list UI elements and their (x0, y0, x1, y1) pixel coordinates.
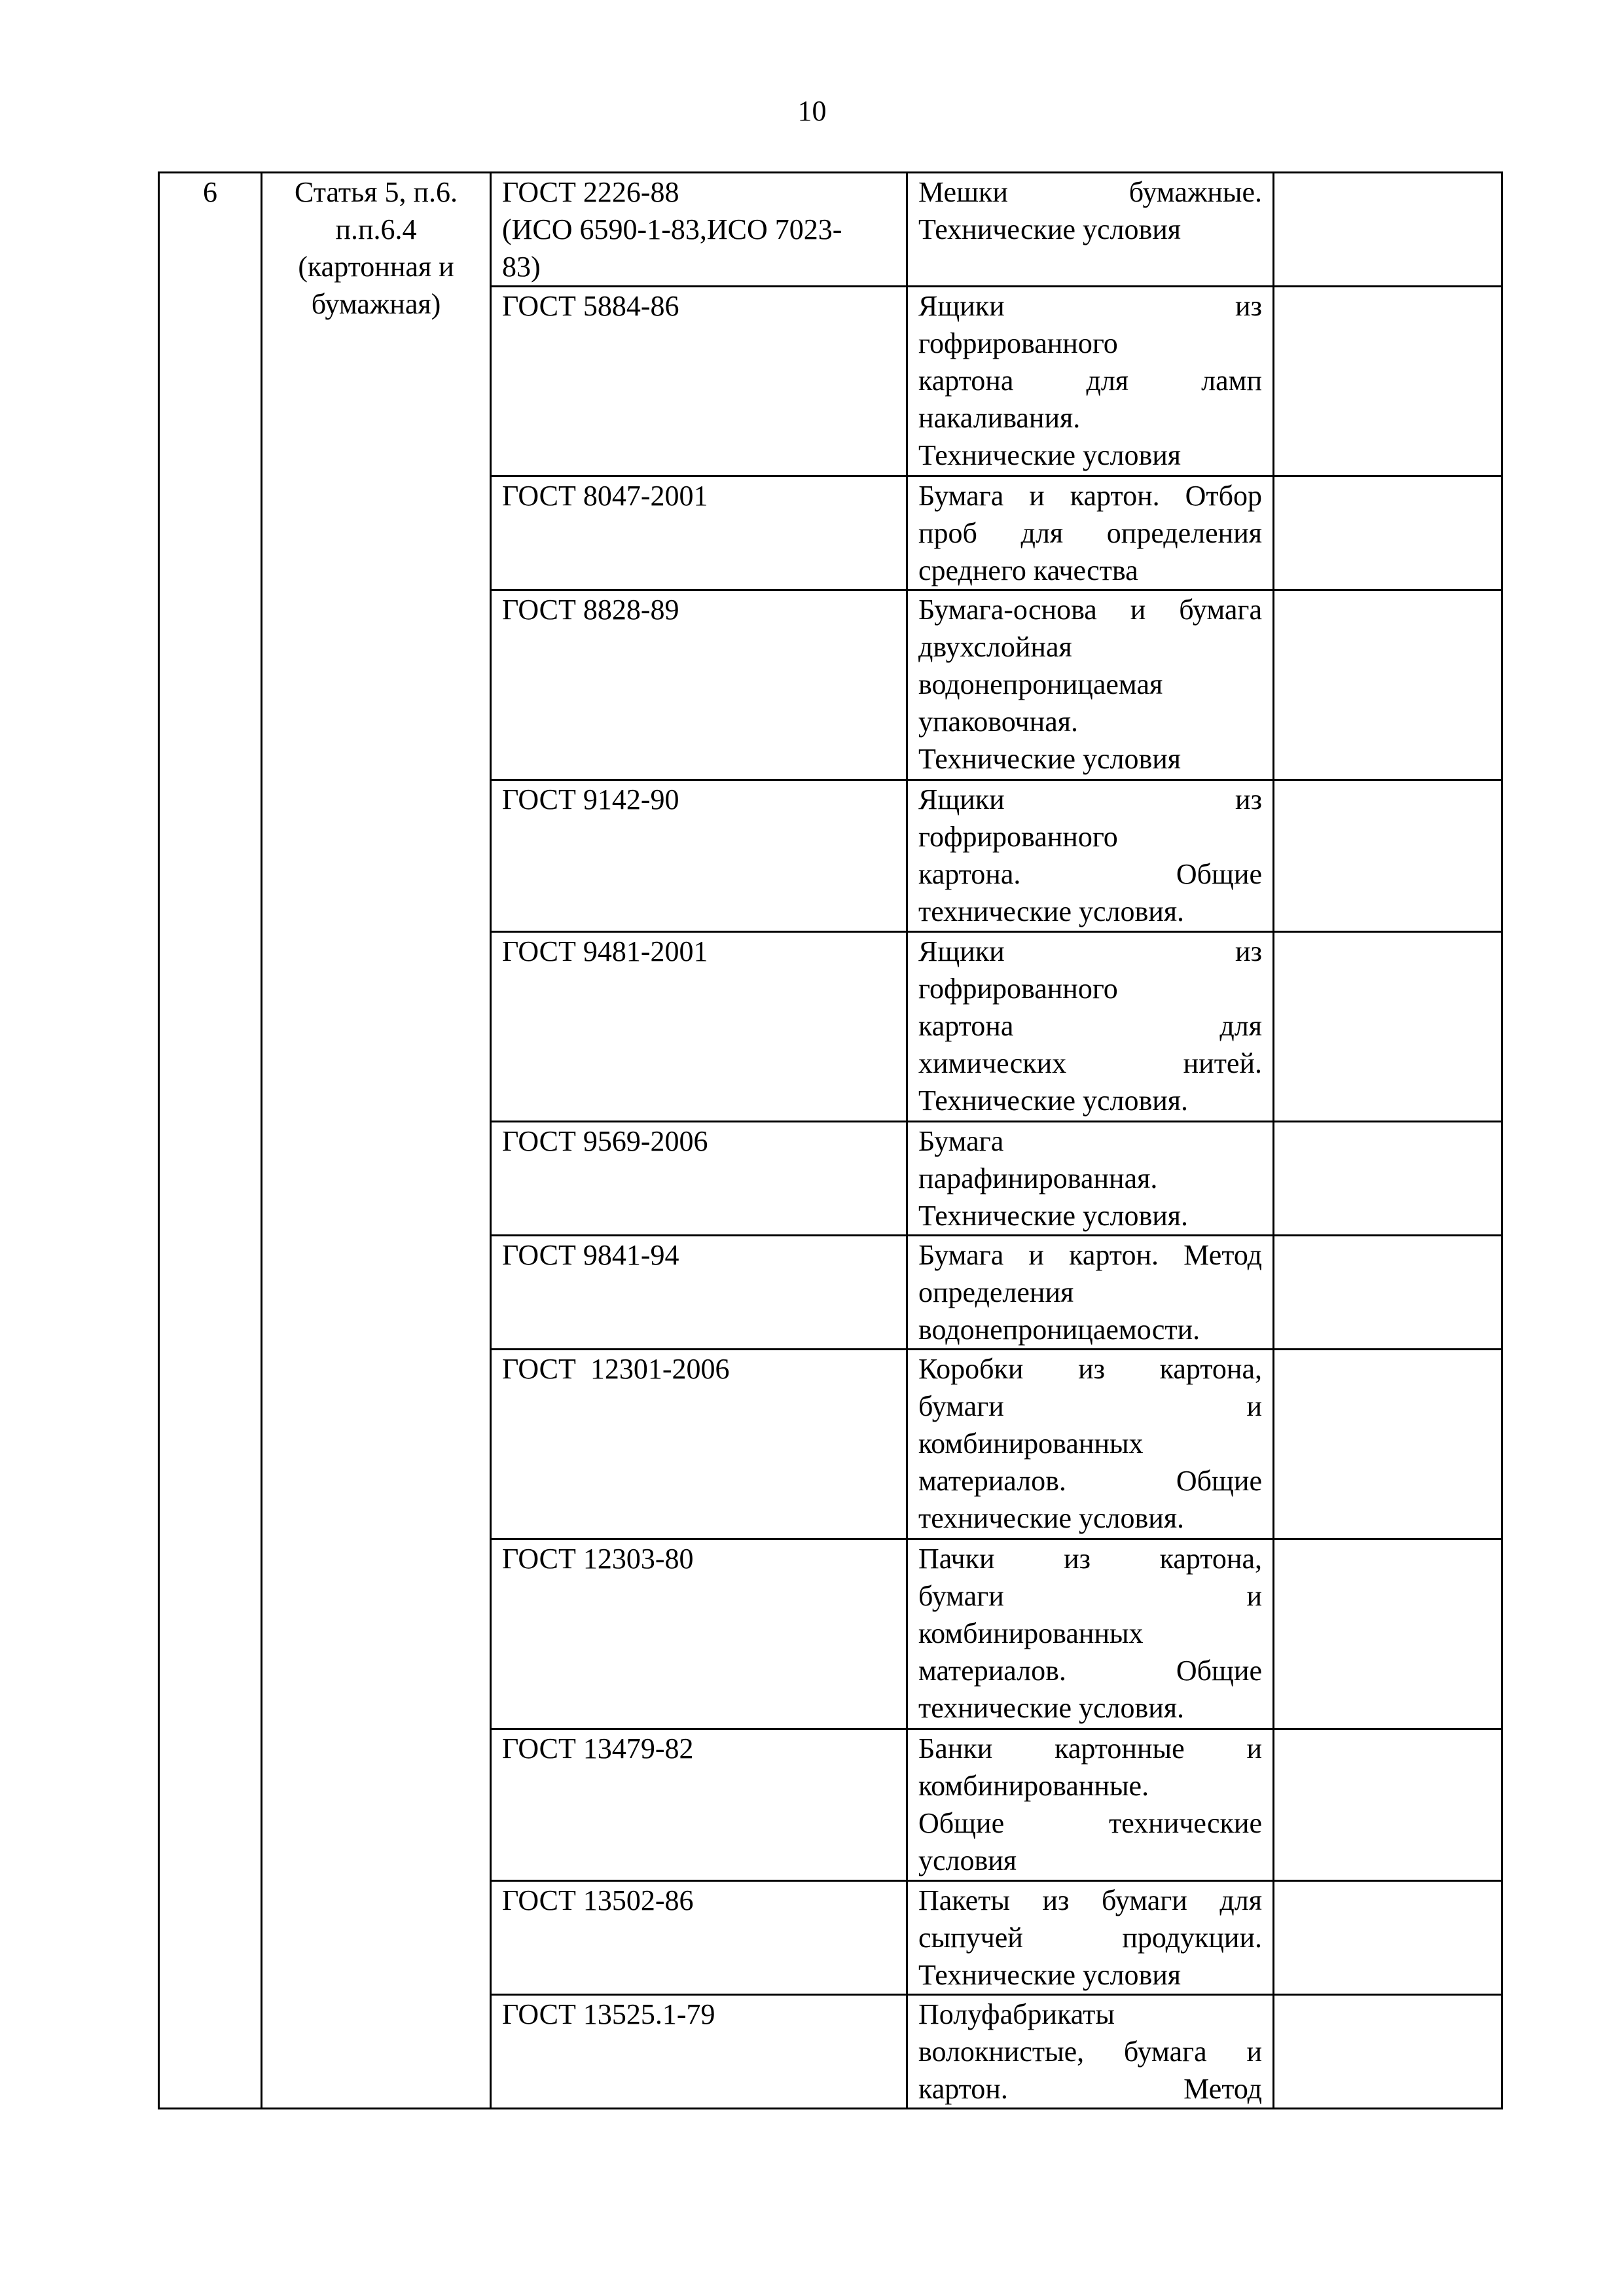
standard-title-line: картона. Общие (918, 858, 1262, 890)
standard-title-line: Бумага (918, 1125, 1004, 1157)
standard-title-line: Технические условия. (918, 1085, 1189, 1117)
standard-title-cell (907, 1236, 1274, 1350)
standard-title-line: гофрированного (918, 327, 1118, 359)
gost-code-cell (491, 1881, 907, 1995)
standard-title-line: водонепроницаемости. (918, 1314, 1200, 1346)
standard-title-line: картона для (918, 1010, 1262, 1042)
standard-title-line: сыпучей продукции. (918, 1922, 1262, 1954)
standard-title-line: Пакеты из бумаги для (918, 1884, 1262, 1916)
gost-code-cell (491, 476, 907, 590)
empty-cell (1274, 287, 1502, 476)
empty-cell (1274, 173, 1502, 287)
standard-title-line: Бумага-основа и бумага (918, 594, 1262, 626)
gost-code-line: ГОСТ 9481-2001 (502, 935, 708, 967)
row-number-cell: 6 (159, 173, 262, 2109)
empty-cell (1274, 1539, 1502, 1729)
standard-title-line: Технические условия. (918, 1200, 1189, 1232)
standard-title-cell (907, 476, 1274, 590)
standard-title-line: комбинированных (918, 1427, 1144, 1460)
standard-title-line: Технические условия (918, 439, 1182, 471)
standard-title-line: Полуфабрикаты (918, 1998, 1115, 2030)
standard-title-cell (907, 287, 1274, 476)
standard-title-cell (907, 1539, 1274, 1729)
standard-title-line: технические условия. (918, 895, 1185, 927)
standard-title-cell (907, 780, 1274, 932)
gost-code-line: ГОСТ 9841-94 (502, 1239, 679, 1271)
standard-title-line: Банки картонные и (918, 1732, 1262, 1765)
empty-cell (1274, 1236, 1502, 1350)
gost-code-cell (491, 1539, 907, 1729)
standard-title-cell (907, 173, 1274, 287)
standard-title-line: материалов. Общие (918, 1655, 1262, 1687)
standard-title-line: волокнистые, бумага и (918, 2036, 1262, 2068)
standard-title-line: упаковочная. (918, 706, 1078, 738)
standard-title-cell (907, 1995, 1274, 2109)
standard-title-line: гофрированного (918, 821, 1118, 853)
empty-cell (1274, 1729, 1502, 1881)
standard-title-line: химических нитей. (918, 1047, 1262, 1079)
standard-title-line: Коробки из картона, (918, 1353, 1262, 1385)
standard-title-cell (907, 590, 1274, 780)
gost-code-line: ГОСТ 13479-82 (502, 1732, 694, 1765)
empty-cell (1274, 1881, 1502, 1995)
gost-code-line: ГОСТ 5884-86 (502, 290, 679, 322)
gost-code-line: ГОСТ 9569-2006 (502, 1125, 708, 1157)
article-line: п.п.6.4 (335, 213, 417, 245)
standard-title-line: парафинированная. (918, 1162, 1158, 1194)
standard-title-cell (907, 932, 1274, 1122)
standard-title-line: среднего качества (918, 554, 1138, 586)
standard-title-line: Технические условия (918, 1959, 1182, 1991)
standard-title-line: Ящики из (918, 783, 1262, 816)
empty-cell (1274, 932, 1502, 1122)
gost-code-cell (491, 1995, 907, 2109)
standard-title-line: определения (918, 1276, 1074, 1308)
gost-code-line: ГОСТ 13525.1-79 (502, 1998, 715, 2030)
standard-title-line: Технические условия (918, 743, 1182, 775)
standard-title-line: бумаги и (918, 1580, 1262, 1612)
gost-code-cell (491, 590, 907, 780)
gost-code-cell (491, 1122, 907, 1236)
article-cell (262, 173, 491, 2109)
gost-code-line: ГОСТ 13502-86 (502, 1884, 694, 1916)
standard-title-line: Ящики из (918, 290, 1262, 322)
empty-cell (1274, 590, 1502, 780)
article-line: (картонная и (298, 251, 454, 283)
gost-code-line: ГОСТ 8828-89 (502, 594, 679, 626)
standards-table (158, 171, 1503, 2109)
standard-title-line: условия (918, 1844, 1017, 1876)
standard-title-line: Мешки бумажные. (918, 176, 1262, 208)
standard-title-line: материалов. Общие (918, 1465, 1262, 1497)
standard-title-line: технические условия. (918, 1692, 1185, 1724)
gost-code-line: (ИСО 6590-1-83,ИСО 7023- (502, 213, 842, 245)
gost-code-cell (491, 1350, 907, 1539)
gost-code-line: ГОСТ 8047-2001 (502, 480, 708, 512)
standard-title-line: комбинированных (918, 1617, 1144, 1649)
empty-cell (1274, 1350, 1502, 1539)
standard-title-cell (907, 1729, 1274, 1881)
standard-title-line: Бумага и картон. Отбор (918, 480, 1262, 512)
standard-title-line: картон. Метод (918, 2073, 1262, 2105)
standard-title-line: картона для ламп (918, 365, 1262, 397)
standard-title-line: Технические условия (918, 213, 1182, 245)
standard-title-line: водонепроницаемая (918, 668, 1163, 700)
empty-cell (1274, 780, 1502, 932)
standard-title-line: Общие технические (918, 1807, 1262, 1839)
standard-title-line: Пачки из картона, (918, 1543, 1262, 1575)
standard-title-cell (907, 1881, 1274, 1995)
gost-code-line: 83) (502, 251, 541, 283)
page-number: 10 (797, 95, 827, 127)
standard-title-cell (907, 1350, 1274, 1539)
standard-title-line: технические условия. (918, 1502, 1185, 1534)
gost-code-cell (491, 287, 907, 476)
gost-code-cell (491, 1236, 907, 1350)
standard-title-cell (907, 1122, 1274, 1236)
standard-title-line: накаливания. (918, 402, 1081, 434)
standard-title-line: Ящики из (918, 935, 1262, 967)
empty-cell (1274, 1995, 1502, 2109)
gost-code-line: ГОСТ 9142-90 (502, 783, 679, 816)
gost-code-line: ГОСТ 12301-2006 (502, 1353, 730, 1385)
standard-title-line: Бумага и картон. Метод (918, 1239, 1262, 1271)
gost-code-cell (491, 780, 907, 932)
gost-code-cell (491, 932, 907, 1122)
gost-code-cell (491, 1729, 907, 1881)
empty-cell (1274, 476, 1502, 590)
table-row (159, 173, 1502, 287)
gost-code-line: ГОСТ 12303-80 (502, 1543, 694, 1575)
gost-code-line: ГОСТ 2226-88 (502, 176, 679, 208)
standard-title-line: бумаги и (918, 1390, 1262, 1422)
standard-title-line: гофрированного (918, 973, 1118, 1005)
standard-title-line: проб для определения (918, 517, 1262, 549)
gost-code-cell (491, 173, 907, 287)
empty-cell (1274, 1122, 1502, 1236)
article-line: бумажная) (311, 288, 441, 320)
standard-title-line: комбинированные. (918, 1770, 1149, 1802)
article-line: Статья 5, п.6. (294, 176, 458, 208)
standard-title-line: двухслойная (918, 631, 1072, 663)
